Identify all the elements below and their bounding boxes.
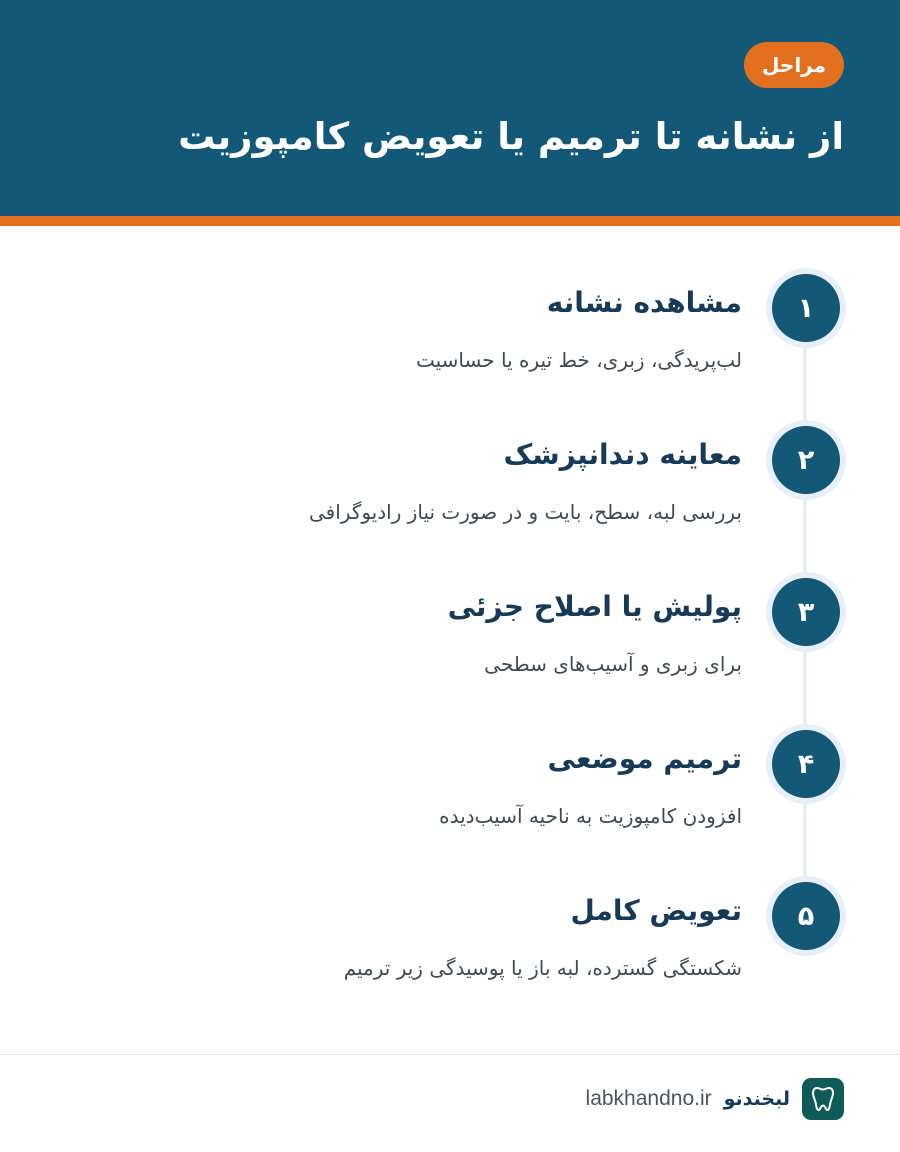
step-description: لب‌پریدگی، زبری، خط تیره یا حساسیت bbox=[415, 348, 742, 372]
timeline-step bbox=[0, 882, 900, 1032]
step-title: معاینه دندانپزشک bbox=[503, 438, 742, 471]
timeline-step bbox=[0, 578, 900, 728]
tooth-icon bbox=[802, 1078, 844, 1120]
step-title: پولیش یا اصلاح جزئی bbox=[447, 590, 742, 623]
step-number-badge: ۳ bbox=[772, 578, 840, 646]
step-number-badge: ۴ bbox=[772, 730, 840, 798]
footer-divider bbox=[0, 1054, 900, 1055]
step-description: برای زبری و آسیب‌های سطحی bbox=[484, 652, 742, 676]
step-number-badge: ۵ bbox=[772, 882, 840, 950]
timeline-step bbox=[0, 274, 900, 424]
step-description: بررسی لبه، سطح، بایت و در صورت نیاز رادیوگرافی bbox=[309, 500, 742, 524]
step-number-badge: ۱ bbox=[772, 274, 840, 342]
step-title: ترمیم موضعی bbox=[547, 742, 742, 775]
timeline-step bbox=[0, 730, 900, 880]
step-number-badge: ۲ bbox=[772, 426, 840, 494]
header-accent-stripe bbox=[0, 216, 900, 226]
step-title: تعویض کامل bbox=[570, 894, 742, 927]
step-description: شکستگی گسترده، لبه باز یا پوسیدگی زیر ترمیم bbox=[343, 956, 742, 980]
brand-name: لبخندنو bbox=[723, 1088, 790, 1110]
footer-brand[interactable] bbox=[586, 1078, 844, 1120]
website-link[interactable]: labkhandno.ir bbox=[585, 1087, 712, 1110]
step-description: افزودن کامپوزیت به ناحیه آسیب‌دیده bbox=[439, 804, 742, 828]
timeline-step bbox=[0, 426, 900, 576]
step-title: مشاهده نشانه bbox=[546, 286, 742, 319]
section-badge: مراحل bbox=[744, 42, 844, 88]
page-title: از نشانه تا ترمیم یا تعویض کامپوزیت bbox=[178, 115, 844, 158]
